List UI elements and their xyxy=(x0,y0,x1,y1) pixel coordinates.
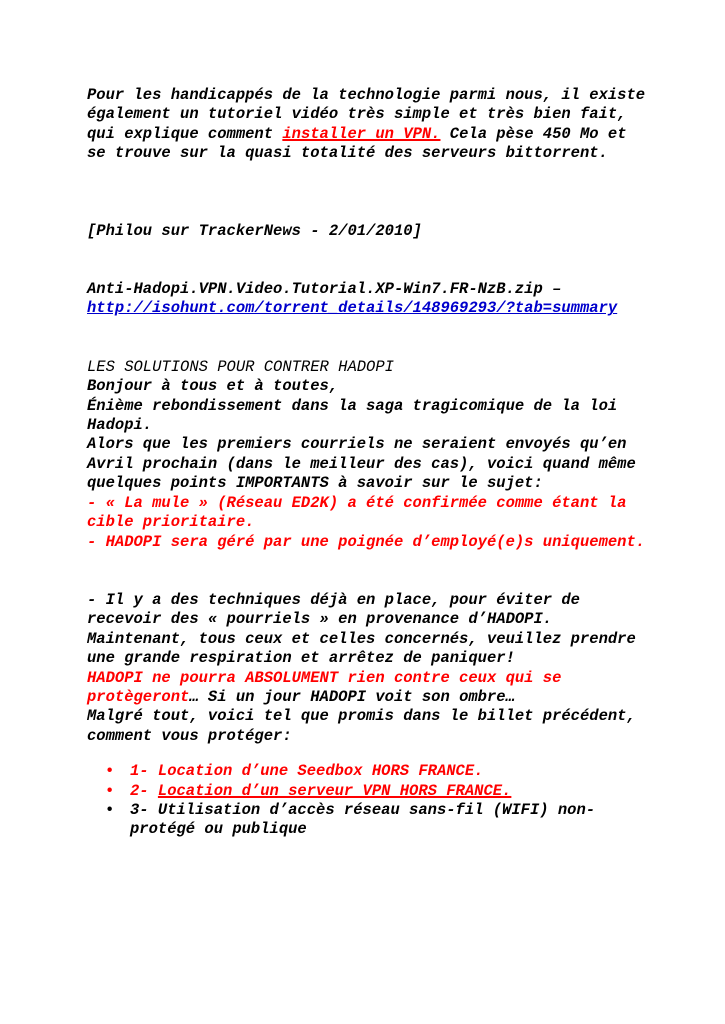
bullet-icon: • xyxy=(105,781,115,800)
list-item xyxy=(87,762,647,781)
wifi-item-text: 3- Utilisation d’accès réseau sans-fil (WIFI) non-protégé ou publique xyxy=(130,800,596,839)
intro-points-line: Alors que les premiers courriels ne seraient envoyés qu’en Avril prochain (dans le meilleur des cas), voici quand même quelques points IMPORTANTS à savoir sur le sujet: xyxy=(87,435,646,493)
signature-line: [Philou sur TrackerNews - 2/01/2010] xyxy=(87,221,422,240)
red-point-hadopi: - HADOPI sera géré par une poignée d’employé(e)s uniquement. xyxy=(87,532,646,551)
protection-list xyxy=(87,762,647,840)
solutions-title: LES SOLUTIONS POUR CONTRER HADOPI xyxy=(87,357,394,376)
download-filename: Anti-Hadopi.VPN.Video.Tutorial.XP-Win7.FR-NzB.zip – xyxy=(87,280,562,299)
bullet-icon: • xyxy=(105,762,115,781)
list-item xyxy=(87,801,647,840)
intro-text-before: Pour les handicappés de la technologie parmi nous, il existe également un tutoriel vidéo très simple et très bien fait, qui explique comment xyxy=(87,86,655,143)
document-page xyxy=(87,86,655,840)
how-to-protect-line: Malgré tout, voici tel que promis dans le billet précédent, comment vous protéger: xyxy=(87,707,646,745)
protection-statement xyxy=(87,669,647,708)
spacer xyxy=(87,746,647,762)
spacer xyxy=(87,164,647,222)
torrent-url-link[interactable]: http://isohunt.com/torrent_details/148969293/?tab=summary xyxy=(87,299,618,318)
list-item xyxy=(87,782,647,801)
protection-red-text: HADOPI ne pourra ABSOLUMENT rien contre ceux qui se protègeront xyxy=(87,668,571,706)
techniques-paragraph: - Il y a des techniques déjà en place, pour éviter de recevoir des « pourriels » en provenance d’HADOPI. Maintenant, tous ceux et celles concernés, veuillez prendre une grande respiration et arrêtez de paniquer! xyxy=(87,590,646,668)
spacer xyxy=(87,319,647,358)
rebound-line: Énième rebondissement dans la saga tragicomique de la loi Hadopi. xyxy=(87,396,627,435)
bullet-icon: • xyxy=(105,800,115,819)
item1-prefix: 1- xyxy=(130,762,158,781)
vpn-server-item-link[interactable]: Location d’un serveur VPN HORS FRANCE. xyxy=(157,781,512,800)
spacer xyxy=(87,241,647,280)
intro-text-after: Cela pèse 450 Mo et se trouve sur la quasi totalité des serveurs bittorrent. xyxy=(87,124,636,163)
install-vpn-link[interactable]: installer un VPN. xyxy=(282,124,441,143)
item2-prefix: 2- xyxy=(130,781,158,800)
seedbox-item-text: Location d’une Seedbox HORS FRANCE. xyxy=(157,762,484,781)
intro-paragraph xyxy=(87,86,655,164)
protection-after-text: … Si un jour HADOPI voit son ombre… xyxy=(189,687,515,706)
spacer xyxy=(87,552,647,591)
greeting-line: Bonjour à tous et à toutes, xyxy=(87,377,339,396)
red-point-mule: - « La mule » (Réseau ED2K) a été confirmée comme étant la cible prioritaire. xyxy=(87,493,636,532)
